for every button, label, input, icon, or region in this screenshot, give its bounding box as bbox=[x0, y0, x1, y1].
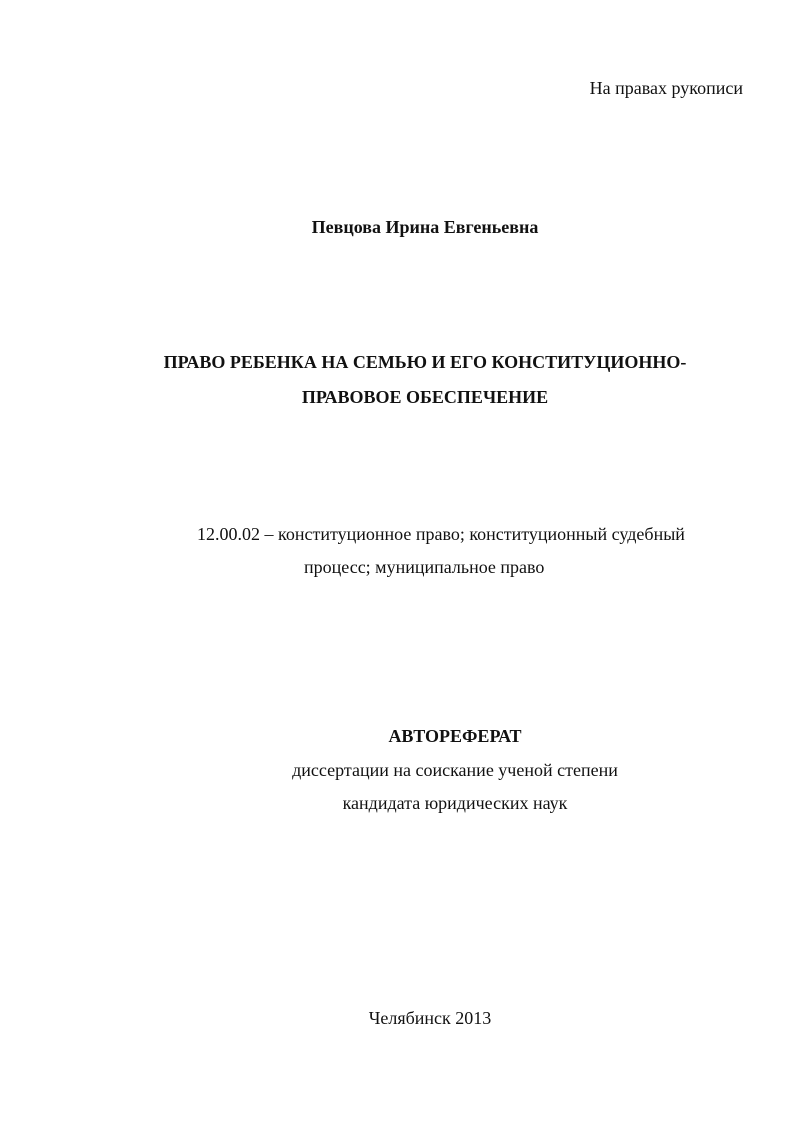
title-line-2: ПРАВОВОЕ ОБЕСПЕЧЕНИЕ bbox=[301, 387, 549, 407]
title-line-1: ПРАВО РЕБЕНКА НА СЕМЬЮ И ЕГО КОНСТИТУЦИОННО- bbox=[163, 352, 687, 372]
degree-line-2: кандидата юридических наук bbox=[342, 793, 568, 813]
dissertation-title bbox=[0, 345, 800, 415]
author-name: Певцова Ирина Евгеньевна bbox=[311, 217, 539, 237]
specialty-line-1: 12.00.02 – конституционное право; конституционный судебный bbox=[197, 524, 685, 544]
document-type: АВТОРЕФЕРАТ bbox=[388, 726, 522, 746]
degree-line-1: диссертации на соискание ученой степени bbox=[292, 760, 618, 780]
rights-note: На правах рукописи bbox=[589, 78, 743, 98]
specialty-line-2: процесс; муниципальное право bbox=[304, 557, 545, 577]
place-and-year: Челябинск 2013 bbox=[368, 1008, 492, 1028]
